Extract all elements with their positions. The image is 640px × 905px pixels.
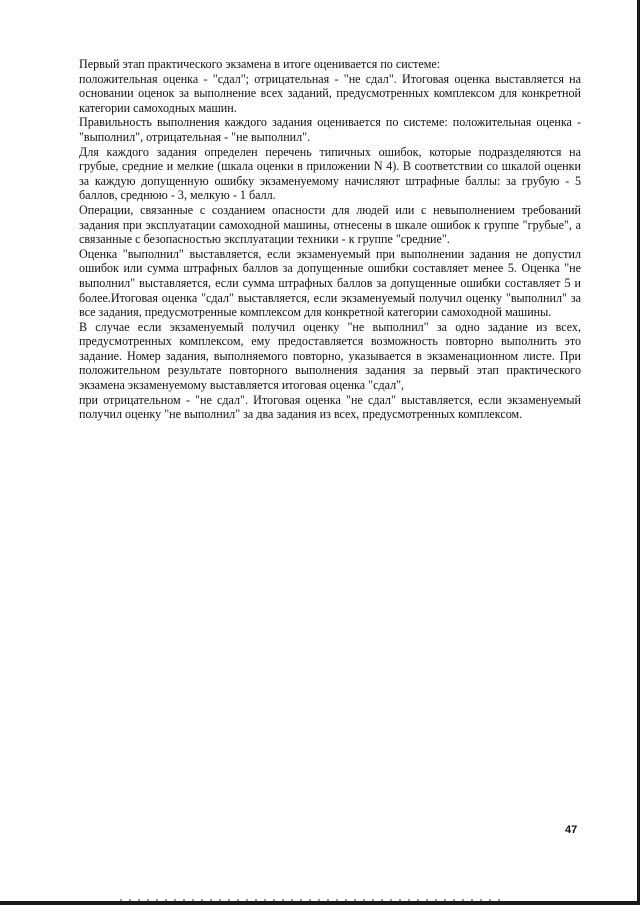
paragraph-8: при отрицательном - "не сдал". Итоговая оценка "не сдал" выставляется, если экзаменуемый получил оценку "не выполнил" за два задания из всех, предусмотренных комплексом. — [79, 392, 581, 422]
paragraph-2: положительная оценка - "сдал"; отрицательная - "не сдал". Итоговая оценка выставляется на основании оценок за выполнение всех заданий, предусмотренных комплексом для конкретной категории самоходных машин. — [79, 71, 581, 115]
paragraph-5: Операции, связанные с созданием опасности для людей или с невыполнением требований задания при эксплуатации самоходной машины, отнесены в шкале ошибок к группе "грубые", а связанные с безопасностью эксплуатации техники - к группе "средние". — [79, 202, 581, 247]
paragraph-4: Для каждого задания определен перечень типичных ошибок, которые подразделяются на грубые, средние и мелкие (шкала оценки в приложении N 4). В соответствии со шкалой оценки за каждую допущенную ошибку экзаменуемому начисляют штрафные баллы: за грубую - 5 баллов, среднюю - 3, мелкую - 1 балл. — [79, 144, 581, 203]
paragraph-3: Правильность выполнения каждого задания оценивается по системе: положительная оценка - "выполнил", отрицательная - "не выполнил". — [79, 115, 581, 144]
body-text — [79, 57, 581, 422]
page-number: 47 — [565, 824, 578, 836]
paragraph-6: Оценка "выполнил" выставляется, если экзаменуемый при выполнении задания не допустил ошибок или сумма штрафных баллов за допущенные ошибки составляет менее 5. Оценка "не выполнил" выставляется, если сумма штрафных баллов за допущенные ошибки составляет 5 и более.Итоговая оценка "сдал" выставляется, если экзаменуемый получил оценку "выполнил" за все задания, предусмотренные комплексом для конкретной категории самоходной машины. — [79, 246, 581, 320]
paragraph-7: В случае если экзаменуемый получил оценку "не выполнил" за одно задание из всех, предусмотренных комплексом, ему предоставляется возможность повторно выполнить это задание. Номер задания, выполняемого повторно, указывается в экзаменационном листе. При положительном результате повторного выполнения задания за первый этап практического экзамена экзаменуемому выставляется итоговая оценка "сдал", — [79, 319, 581, 393]
paragraph-1: Первый этап практического экзамена в итоге оценивается по системе: — [79, 57, 441, 71]
scan-edge-bottom — [0, 901, 640, 905]
